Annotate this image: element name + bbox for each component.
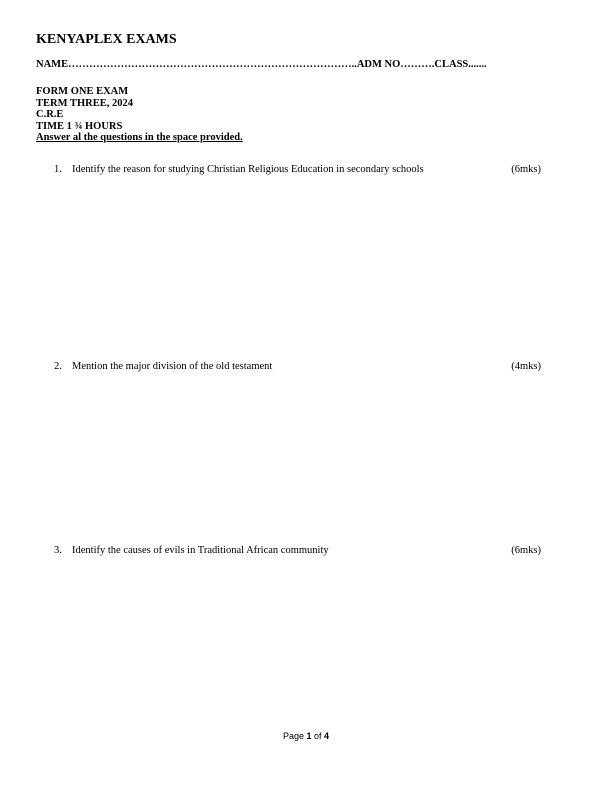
exam-subject: C.R.E [36,109,64,120]
page-label: Page [282,731,307,741]
question-text: Mention the major division of the old testament [72,361,273,372]
question-number: 1. [54,164,62,175]
exam-instruction: Answer al the questions in the space provided. [36,132,243,143]
question-text: Identify the causes of evils in Traditional African community [72,545,329,556]
page-total: 4 [324,731,330,741]
question-number: 3. [54,545,62,556]
question-number: 2. [54,361,62,372]
exam-provider-title: KENYAPLEX EXAMS [36,32,177,47]
exam-info-block [36,86,243,144]
question-marks: (6mks) [511,545,541,556]
page-of-label: of [311,731,325,741]
student-details-line: NAME………………………………………………………………………..ADM NO……….CLASS....... [36,59,487,70]
page-current: 1 [306,731,312,741]
exam-form: FORM ONE EXAM [36,86,129,97]
question-marks: (6mks) [511,164,541,175]
page-footer [0,731,612,741]
exam-time: TIME 1 ¾ HOURS [36,120,123,132]
question-marks: (4mks) [511,361,541,372]
question-text: Identify the reason for studying Christian Religious Education in secondary schools [72,164,424,175]
exam-term: TERM THREE, 2024 [36,97,133,109]
